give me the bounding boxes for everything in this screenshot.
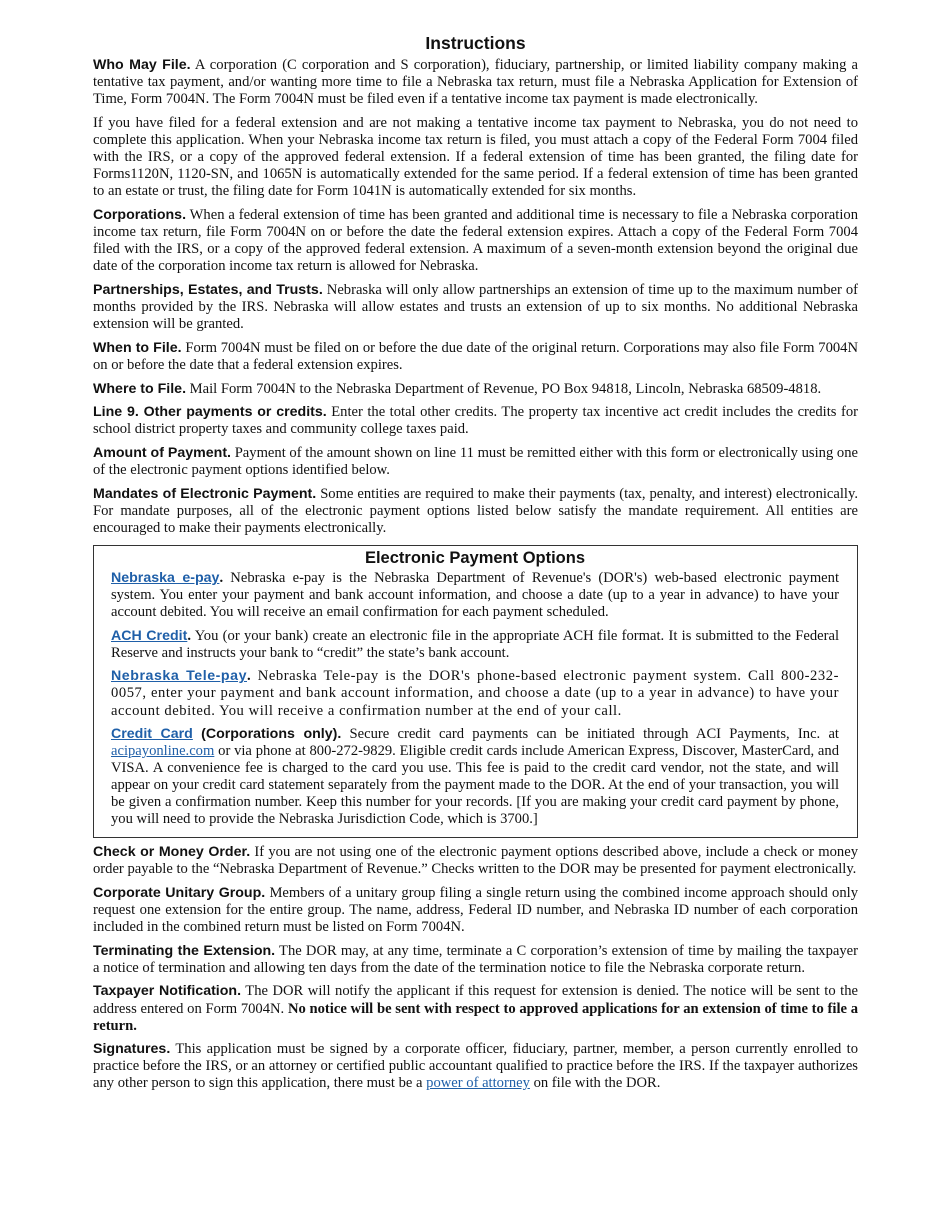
when-to-file-heading: When to File. bbox=[93, 339, 182, 356]
partnerships-text: Nebraska will only allow partnerships an extension of time up to the maximum number of months provided by the IRS. Nebraska will allow estates and trusts an extension of up to six months. No additional Nebraska extension will be granted. bbox=[93, 281, 858, 333]
power-of-attorney-link[interactable]: power of attorney bbox=[426, 1075, 530, 1092]
terminating-extension-heading: Terminating the Extension. bbox=[93, 942, 276, 959]
credit-card-link[interactable]: Credit Card bbox=[111, 726, 193, 743]
line9-heading: Line 9. Other payments or credits. bbox=[93, 404, 327, 421]
amount-of-payment-paragraph bbox=[93, 445, 858, 479]
check-or-money-order-paragraph bbox=[93, 844, 858, 878]
corporate-unitary-group-heading: Corporate Unitary Group. bbox=[93, 884, 266, 901]
line9-paragraph bbox=[93, 404, 858, 438]
corporations-text: When a federal extension of time has been granted and additional time is necessary to file a Nebraska corporation income tax return, file Form 7004N on or before the date the federal extension expires. Attach a copy of the Federal Form 7004 filed with the IRS, or a copy of the approved federal extension. A maximum of a seven-month extension beyond the original due date of the corporation income tax return is allowed for Nebraska. bbox=[93, 206, 858, 275]
federal-extension-paragraph: If you have filed for a federal extension and are not making a tentative income tax payment to Nebraska, you do not need to complete this application. When your Nebraska income tax return is filed, you must attach a copy of the Federal Form 7004 filed with the IRS, or a copy of the approved federal extension. If a federal extension of time has been granted, the filing date for Forms1120N, 1120-SN, and 1065N is automatically extended for the same period. If a federal extension of time has been granted to an estate or trust, the filing date for Form 1041N is automatically extended for six months. bbox=[93, 114, 858, 200]
who-may-file-paragraph bbox=[93, 57, 858, 108]
partnerships-paragraph bbox=[93, 282, 858, 333]
electronic-payment-options-box bbox=[93, 545, 858, 838]
partnerships-heading: Partnerships, Estates, and Trusts. bbox=[93, 281, 323, 298]
mandates-paragraph bbox=[93, 486, 858, 537]
terminating-extension-text: The DOR may, at any time, terminate a C corporation’s extension of time by mailing the taxpayer a notice of termination and allowing ten days from the date of the termination notice to file the Nebraska corporate return. bbox=[93, 942, 858, 976]
line9-text: Enter the total other credits. The property tax incentive act credit includes the credits for school district property taxes and community college taxes paid. bbox=[93, 404, 858, 438]
mandates-heading: Mandates of Electronic Payment. bbox=[93, 485, 317, 502]
amount-of-payment-heading: Amount of Payment. bbox=[93, 445, 231, 462]
signatures-text-after: on file with the DOR. bbox=[533, 1075, 661, 1092]
credit-card-text-1: Secure credit card payments can be initiated through ACI Payments, Inc. at bbox=[349, 726, 839, 743]
credit-card-text-2: or via phone at 800-272-9829. Eligible credit cards include American Express, Discover, MasterCard, and VISA. A convenience fee is charged to the card you use. This fee is paid to the credit card vendor, not the state, and will appear on your credit card statement separately from the payment made to the DOR. At the end of your transaction, you will be given a confirmation number. Keep this number for your records. [If you are making your credit card payment by phone, you will need to provide the Nebraska Jurisdiction Code, which is 3700.] bbox=[111, 743, 839, 828]
ach-credit-paragraph: ACH Credit. You (or your bank) create an electronic file in the appropriate ACH file format. It is submitted to the Federal Reserve and instructs your bank to “credit” the state’s bank account. bbox=[111, 627, 840, 661]
telepay-paragraph: Nebraska Tele-pay. Nebraska Tele-pay is the DOR's phone-based electronic payment system. Call 800-232-0057, enter your payment and bank account information, and choose a date (up to a year in advance) to have your account debited. You will receive a confirmation number at the end of your call. bbox=[111, 668, 839, 719]
corporations-paragraph bbox=[93, 207, 858, 275]
signatures-paragraph bbox=[93, 1041, 858, 1092]
mandates-text: Some entities are required to make their payments (tax, penalty, and interest) electronically. For mandate purposes, all of the electronic payment options listed below satisfy the mandate requirement. All entities are encouraged to make their payments electronically. bbox=[93, 485, 858, 536]
where-to-file-text: Mail Form 7004N to the Nebraska Department of Revenue, PO Box 94818, Lincoln, Nebraska 68509-4818. bbox=[189, 380, 822, 397]
who-may-file-heading: Who May File. bbox=[93, 57, 191, 73]
check-or-money-order-text: If you are not using one of the electronic payment options described above, include a check or money order payable to the “Nebraska Department of Revenue.” Checks written to the DOR may be presented for payment electronically. bbox=[93, 843, 858, 878]
acipayonline-link[interactable]: acipayonline.com bbox=[111, 743, 215, 760]
ach-credit-link[interactable]: ACH Credit bbox=[111, 627, 188, 644]
ach-credit-text: You (or your bank) create an electronic file in the appropriate ACH file format. It is submitted to the Federal Reserve and instructs your bank to “credit” the state’s bank account. bbox=[111, 627, 840, 661]
electronic-payment-options-title: Electronic Payment Options bbox=[364, 549, 586, 568]
credit-card-suffix: (Corporations only). bbox=[201, 726, 342, 743]
when-to-file-paragraph bbox=[93, 340, 858, 374]
nebraska-epay-link[interactable]: Nebraska e-pay bbox=[111, 570, 220, 587]
where-to-file-paragraph bbox=[93, 381, 858, 398]
taxpayer-notification-heading: Taxpayer Notification. bbox=[93, 983, 242, 1000]
instructions-page bbox=[93, 33, 858, 1099]
signatures-heading: Signatures. bbox=[93, 1041, 171, 1058]
corporate-unitary-group-paragraph bbox=[93, 885, 858, 936]
taxpayer-notification-bold-text: No notice will be sent with respect to approved applications for an extension of time to file a return. bbox=[93, 1000, 858, 1034]
credit-card-paragraph bbox=[111, 726, 839, 829]
corporate-unitary-group-text: Members of a unitary group filing a single return using the combined income approach should only request one extension for the entire group. The name, address, Federal ID number, and Nebraska ID number of each corporation included in the combined return must be listed on Form 7004N. bbox=[93, 884, 858, 935]
nebraska-telepay-link[interactable]: Nebraska Tele-pay bbox=[111, 668, 248, 685]
signatures-text: This application must be signed by a corporate officer, fiduciary, partner, member, a person currently enrolled to practice before the IRS, or an attorney or certified public accountant qualified to practice before the IRS. If the taxpayer authorizes any other person to sign this application, there must be a bbox=[93, 1041, 858, 1092]
terminating-extension-paragraph bbox=[93, 943, 858, 977]
where-to-file-heading: Where to File. bbox=[93, 380, 187, 397]
who-may-file-text: A corporation (C corporation and S corporation), fiduciary, partnership, or limited liability company making a tentative tax payment, and/or wanting more time to file a Nebraska tax return, must file a Nebraska Application for Extension of Time, Form 7004N. The Form 7004N must be filed even if a tentative income tax payment is made electronically. bbox=[93, 57, 859, 108]
corporations-heading: Corporations. bbox=[93, 206, 187, 223]
taxpayer-notification-paragraph bbox=[93, 983, 858, 1034]
telepay-text: Nebraska Tele-pay is the DOR's phone-based electronic payment system. Call 800-232-0057, enter your payment and bank account information, and choose a date (up to a year in advance) to have your account debited. You will receive a confirmation number at the end of your call. bbox=[111, 668, 839, 719]
taxpayer-notification-text: The DOR will notify the applicant if this request for extension is denied. The notice will be sent to the address entered on Form 7004N. bbox=[93, 983, 858, 1017]
check-or-money-order-heading: Check or Money Order. bbox=[93, 843, 251, 860]
amount-of-payment-text: Payment of the amount shown on line 11 must be remitted either with this form or electronically using one of the electronic payment options identified below. bbox=[93, 445, 858, 479]
epay-paragraph: Nebraska e-pay. Nebraska e-pay is the Nebraska Department of Revenue's (DOR's) web-based electronic payment system. You enter your payment and bank account information, and choose a date (up to a year in advance) to have your account debited. You will receive an email confirmation for each payment scheduled. bbox=[111, 570, 840, 621]
epay-text: Nebraska e-pay is the Nebraska Department of Revenue's (DOR's) web-based electronic payment system. You enter your payment and bank account information, and choose a date (up to a year in advance) to have your account debited. You will receive an email confirmation for each payment scheduled. bbox=[111, 570, 840, 621]
page-title: Instructions bbox=[425, 33, 526, 53]
when-to-file-text: Form 7004N must be filed on or before the due date of the original return. Corporations may also file Form 7004N on or before the date that a federal extension expires. bbox=[93, 339, 858, 373]
